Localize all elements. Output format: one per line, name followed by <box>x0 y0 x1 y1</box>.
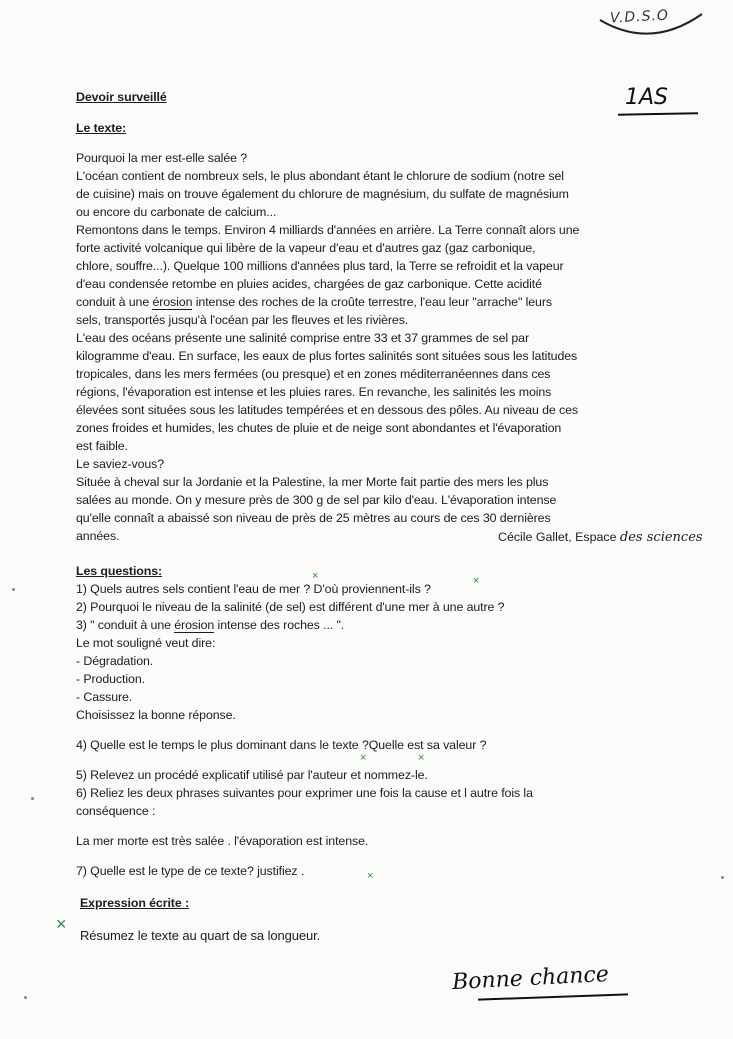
text-line: salées au monde. On y mesure près de 300 g de sel par kilo d'eau. L'évaporation intense <box>76 493 557 507</box>
text-line: élevées sont situées sous les latitudes tempérées et en dessous des pôles. Au niveau de ces <box>76 403 578 417</box>
question-3-prompt: Le mot souligné veut dire: <box>76 636 216 650</box>
cross-mark-icon: × <box>56 914 67 934</box>
text-line: zones froides et humides, les chutes de pluie et de neige sont abondantes et l'évaporation <box>76 421 562 435</box>
text-line: L'eau des océans présente une salinité comprise entre 33 et 37 grammes de sel par <box>76 331 529 345</box>
check-mark-icon: × <box>473 575 480 587</box>
question-2: 2) Pourquoi le niveau de la salinité (de sel) est différent d'une mer à une autre ? <box>76 600 505 614</box>
text-line: forte activité volcanique qui libère de la vapeur d'eau et d'autres gaz (gaz carbonique, <box>76 241 536 255</box>
stamp-text: V.D.S.O <box>609 7 670 27</box>
question-1: 1) Quels autres sels contient l'eau de mer ? D'où proviennent-ils ? <box>76 582 431 596</box>
questions-heading: Les questions: <box>76 564 163 578</box>
level-underline <box>618 112 698 115</box>
text-line: de cuisine) mais on trouve également du chlorure de magnésium, du sulfate de magnésium <box>76 187 569 201</box>
underlined-word: érosion <box>174 618 215 632</box>
scan-speck <box>12 588 15 591</box>
text-line: Remontons dans le temps. Environ 4 milliards d'années en arrière. La Terre connaît alors une <box>76 223 580 237</box>
text-line: tropicales, dans les mers fermées (ou presque) et en zones méditerranéennes dans ces <box>76 367 551 381</box>
check-mark-icon: × <box>418 752 425 764</box>
text-line: Le saviez-vous? <box>76 457 165 471</box>
text-line: années. <box>76 529 120 543</box>
corner-stamp <box>596 6 706 46</box>
text-line: kilogramme d'eau. En surface, les eaux de plus fortes salinités sont situées sous les latitudes <box>76 349 578 363</box>
text-line: sels, transportés jusqu'à l'océan par les fleuves et les rivières. <box>76 313 409 327</box>
option-item: - Cassure. <box>76 690 133 704</box>
text-fragment: intense des roches ... ". <box>214 618 345 632</box>
question-5: 5) Relevez un procédé explicatif utilisé par l'auteur et nommez-le. <box>76 768 428 782</box>
page-title: Devoir surveillé <box>76 90 167 104</box>
question-6: 6) Reliez les deux phrases suivantes pour exprimer une fois la cause et l autre fois la <box>76 786 533 800</box>
text-line: d'eau condensée retombe en pluies acides, chargées de gaz carbonique. Cette acidité <box>76 277 542 291</box>
scan-speck <box>24 996 27 999</box>
underlined-word: érosion <box>152 295 193 309</box>
text-line-erosion <box>76 295 552 309</box>
text-line: qu'elle connaît a abaissé son niveau de près de 25 mètres au cours de ces 30 dernières <box>76 511 551 525</box>
class-level: 1AS <box>625 85 669 110</box>
check-mark-icon: × <box>312 570 319 582</box>
expression-heading: Expression écrite : <box>80 896 189 910</box>
check-mark-icon: × <box>367 870 374 882</box>
source-handwritten: des sciences <box>619 530 703 545</box>
closing-underline <box>478 993 628 1000</box>
question-4: 4) Quelle est le temps le plus dominant dans le texte ?Quelle est sa valeur ? <box>76 738 487 752</box>
text-line: Pourquoi la mer est-elle salée ? <box>76 151 248 165</box>
option-item: - Dégradation. <box>76 654 154 668</box>
text-line: L'océan contient de nombreux sels, le plus abondant étant le chlorure de sodium (notre sel <box>76 169 564 183</box>
question-7: 7) Quelle est le type de ce texte? justifiez . <box>76 864 305 878</box>
scan-speck <box>721 876 724 879</box>
question-3-instruction: Choisissez la bonne réponse. <box>76 708 236 722</box>
text-line: Située à cheval sur la Jordanie et la Palestine, la mer Morte fait partie des mers les plus <box>76 475 549 489</box>
expression-instruction: Résumez le texte au quart de sa longueur. <box>80 928 321 943</box>
text-line: ou encore du carbonate de calcium... <box>76 205 277 219</box>
text-fragment: 3) " conduit à une <box>76 618 175 632</box>
check-mark-icon: × <box>360 752 367 764</box>
text-fragment: conduit à une <box>76 295 153 309</box>
text-line: est faible. <box>76 439 128 453</box>
scan-speck <box>31 797 34 800</box>
question-6-cont: conséquence : <box>76 804 156 818</box>
text-line: régions, l'évaporation est intense et les pluies rares. En revanche, les salinités les moins <box>76 385 552 399</box>
text-fragment: intense des roches de la croûte terrestre, l'eau leur "arrache" leurs <box>192 295 552 309</box>
option-item: - Production. <box>76 672 145 686</box>
text-line: chlore, souffre...). Quelque 100 millions d'années plus tard, la Terre se refroidit et la vapeur <box>76 259 564 273</box>
question-3 <box>76 618 344 632</box>
closing-note: Bonne chance <box>451 961 610 996</box>
text-heading: Le texte: <box>76 121 127 135</box>
source-printed: Cécile Gallet, Espace <box>498 530 617 544</box>
question-6-sentence: La mer morte est très salée . l'évaporation est intense. <box>76 834 369 848</box>
text-source <box>498 530 703 545</box>
